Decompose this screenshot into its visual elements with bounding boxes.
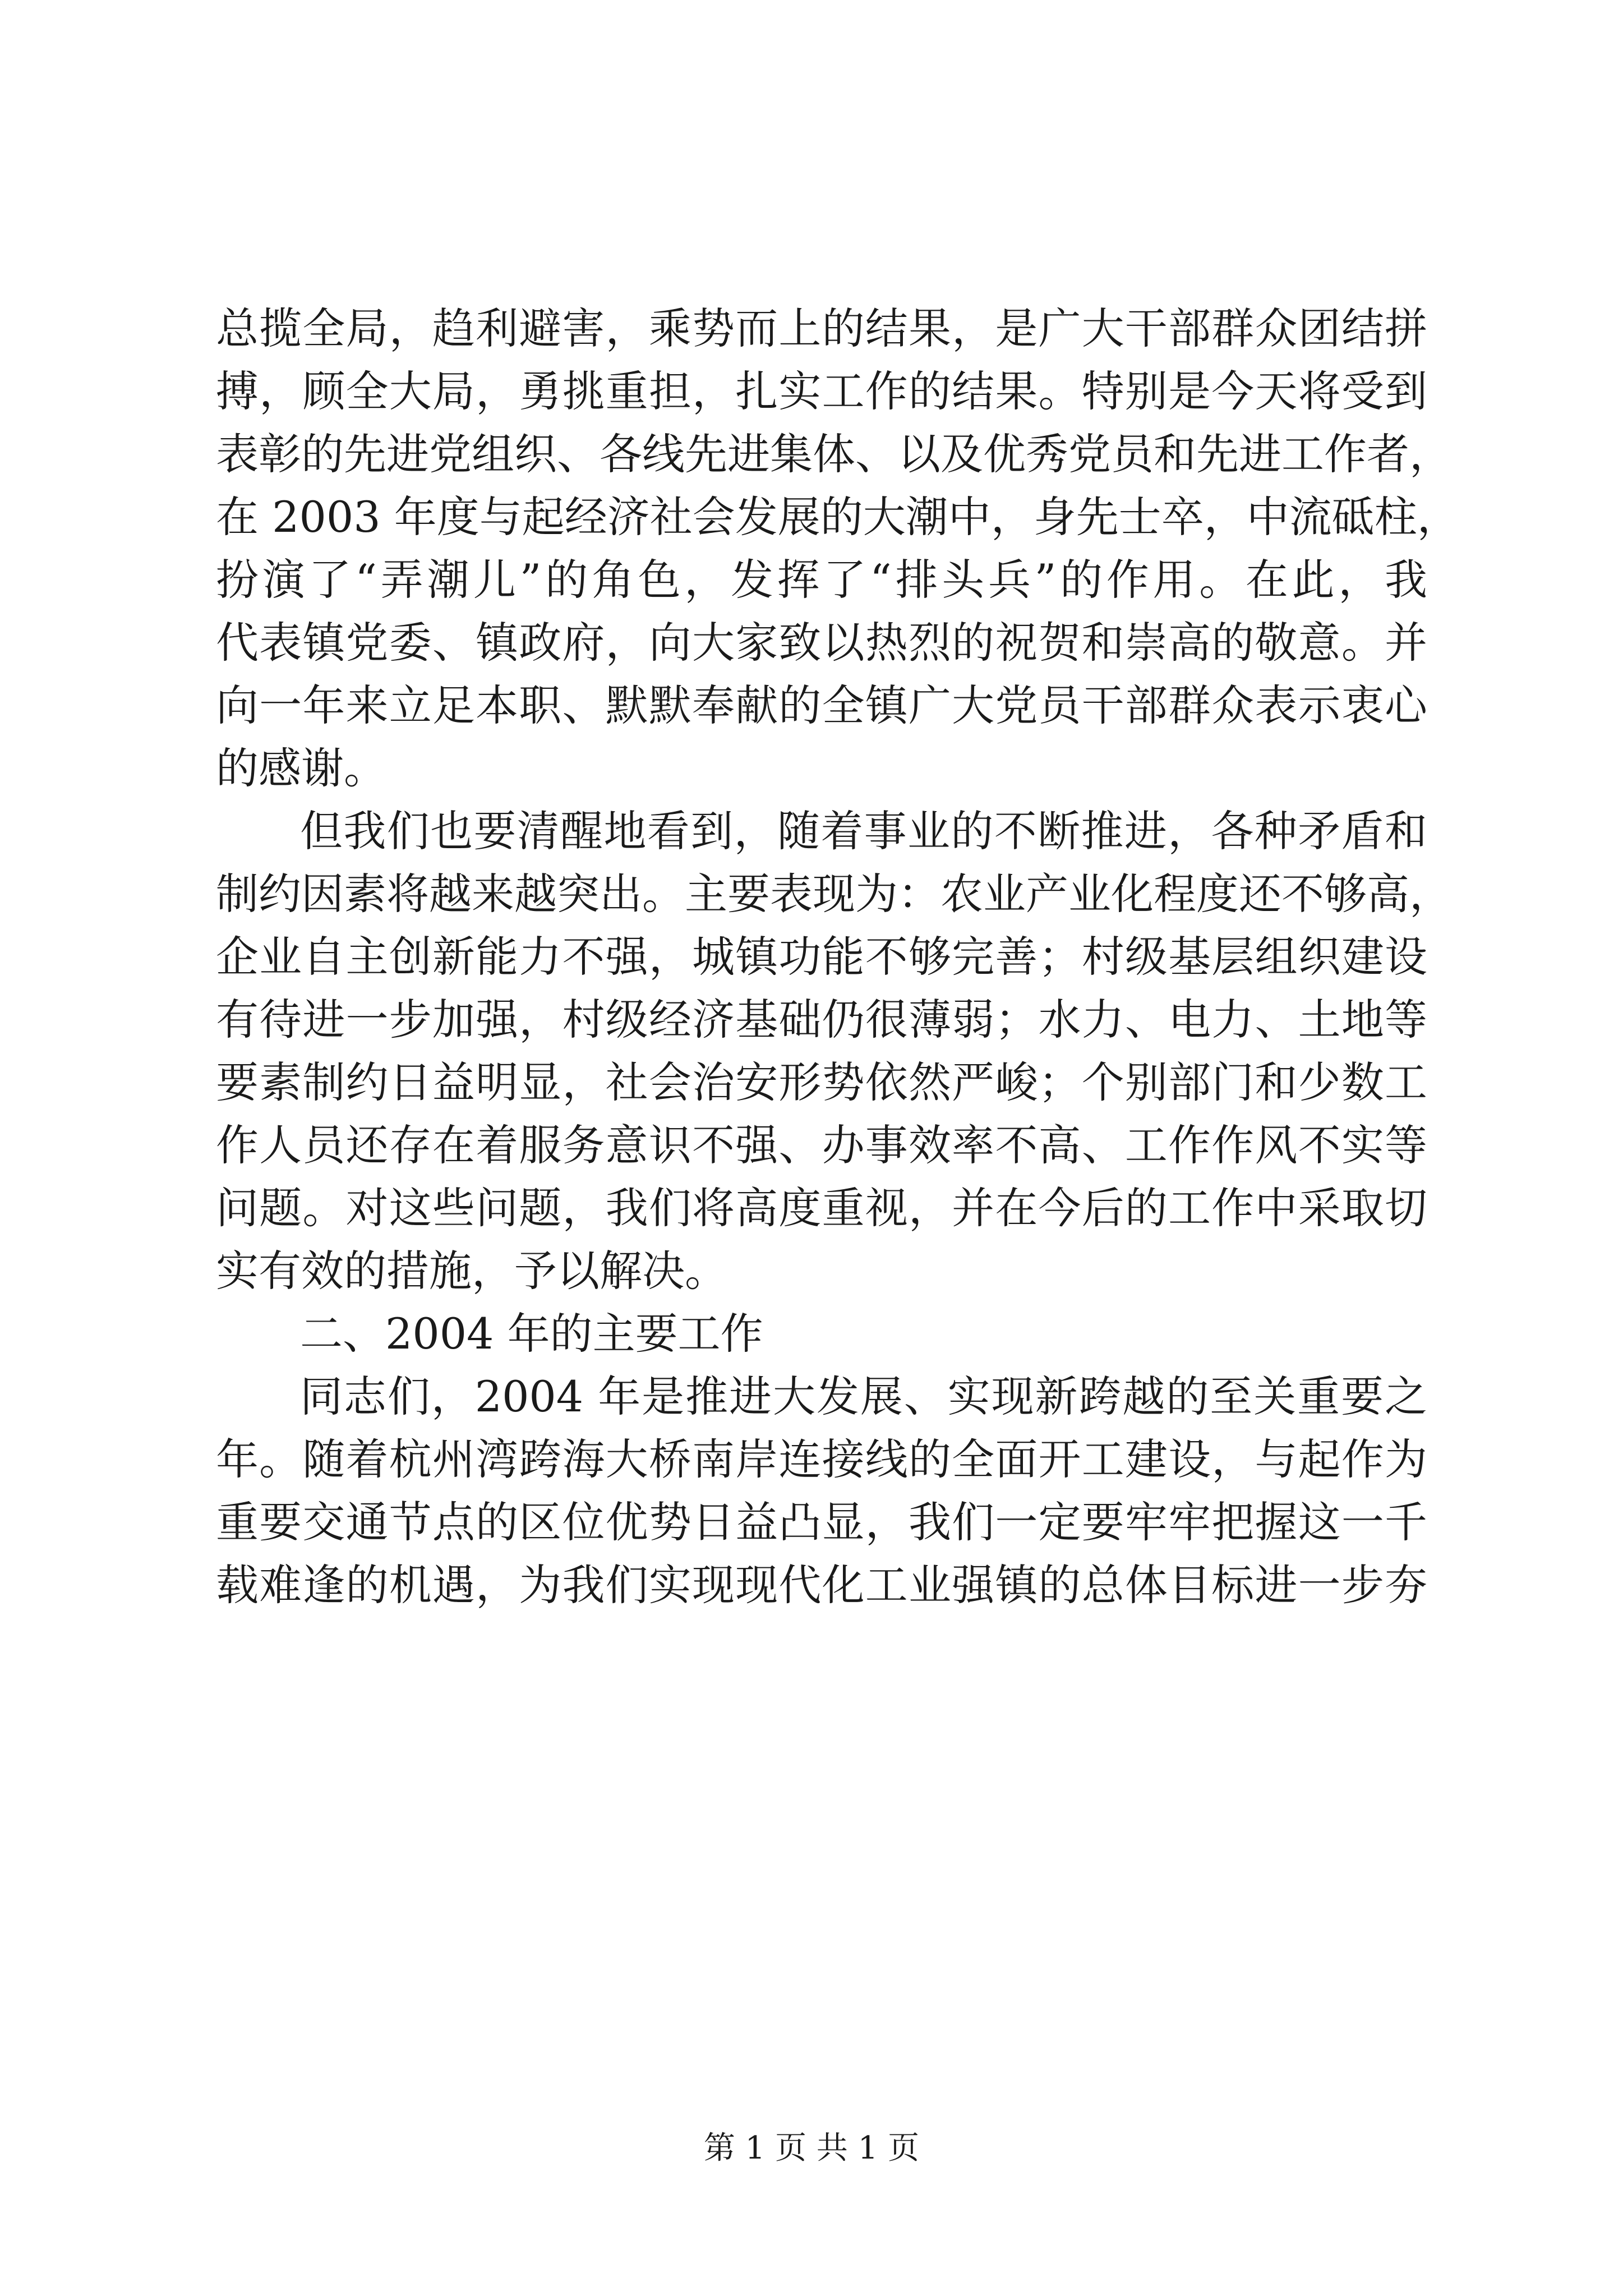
body-text — [216, 297, 1460, 1617]
text-line: 企业自主创新能力不强，城镇功能不够完善；村级基层组织建设 — [216, 932, 1427, 982]
page-number-label: 第 1 页 共 1 页 — [703, 2130, 920, 2166]
text-line: 年。随着杭州湾跨海大桥南岸连接线的全面开工建设，与起作为 — [216, 1434, 1427, 1484]
text-line: 重要交通节点的区位优势日益凸显，我们一定要牢牢把握这一千 — [216, 1497, 1427, 1547]
text-line: 在 2003 年度与起经济社会发展的大潮中，身先士卒，中流砥柱， — [216, 492, 1460, 542]
text-line: 制约因素将越来越突出。主要表现为：农业产业化程度还不够高， — [216, 869, 1452, 919]
text-line: 有待进一步加强，村级经济基础仍很薄弱；水力、电力、土地等 — [216, 995, 1427, 1045]
text-line: 向一年来立足本职、默默奉献的全镇广大党员干部群众表示衷心 — [216, 680, 1427, 730]
text-line: 同志们，2004 年是推进大发展、实现新跨越的至关重要之 — [300, 1372, 1427, 1421]
text-line: 实有效的措施，予以解决。 — [216, 1246, 727, 1296]
text-line: 代表镇党委、镇政府，向大家致以热烈的祝贺和崇高的敬意。并 — [216, 618, 1427, 668]
text-line: 载难逢的机遇，为我们实现现代化工业强镇的总体目标进一步夯 — [216, 1560, 1427, 1610]
text-line: 问题。对这些问题，我们将高度重视，并在今后的工作中采取切 — [216, 1183, 1427, 1233]
text-line: 扮演了“弄潮儿”的角色，发挥了“排头兵”的作用。在此，我 — [216, 555, 1427, 605]
text-line: 总揽全局，趋利避害，乘势而上的结果，是广大干部群众团结拼 — [216, 303, 1427, 353]
text-line: 要素制约日益明显，社会治安形势依然严峻；个别部门和少数工 — [216, 1057, 1427, 1107]
text-line: 作人员还存在着服务意识不强、办事效率不高、工作作风不实等 — [216, 1120, 1427, 1170]
section-heading: 二、2004 年的主要工作 — [300, 1309, 763, 1359]
text-line: 的感谢。 — [216, 743, 386, 793]
text-line: 但我们也要清醒地看到，随着事业的不断推进，各种矛盾和 — [300, 806, 1427, 856]
page-footer — [0, 2126, 1623, 2171]
text-line: 表彰的先进党组织、各线先进集体、以及优秀党员和先进工作者， — [216, 429, 1452, 479]
text-line: 搏，顾全大局，勇挑重担，扎实工作的结果。特别是今天将受到 — [216, 366, 1427, 416]
